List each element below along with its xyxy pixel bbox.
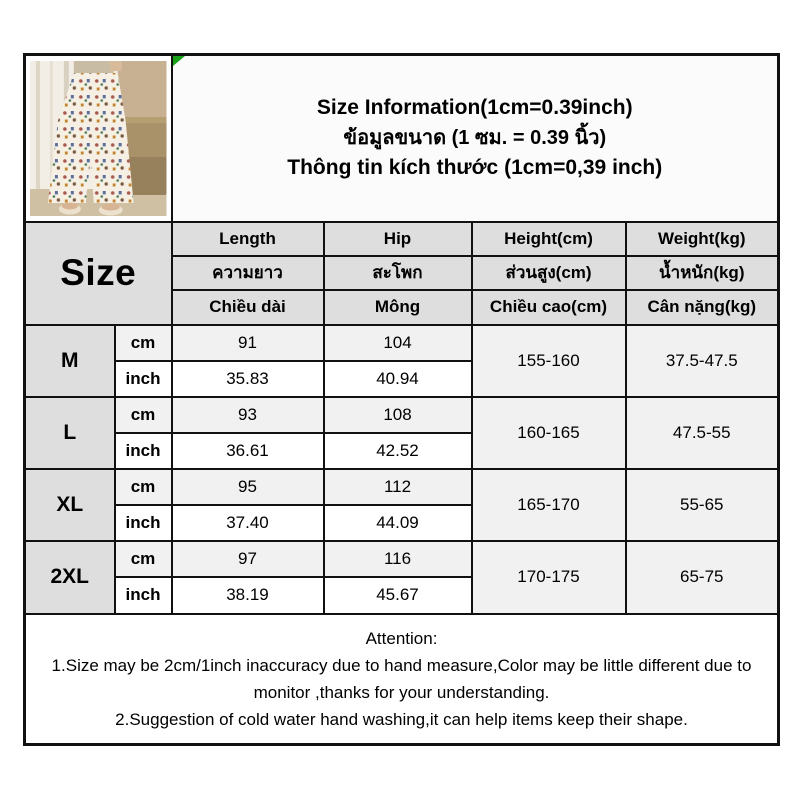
2xl-hip-inch: 45.67 — [324, 577, 472, 614]
col-header-height-th: ส่วนสูง(cm) — [472, 256, 626, 290]
size-chart-table — [23, 53, 780, 746]
unit-inch-label: inch — [115, 577, 172, 614]
m-length-inch: 35.83 — [172, 361, 324, 397]
m-length-cm: 91 — [172, 325, 324, 361]
col-header-length-vi: Chiều dài — [172, 290, 324, 325]
col-header-length-th: ความยาว — [172, 256, 324, 290]
xl-weight-range: 55-65 — [626, 469, 779, 541]
2xl-length-cm: 97 — [172, 541, 324, 577]
attention-note — [25, 614, 779, 745]
size-2xl-label: 2XL — [25, 541, 115, 614]
2xl-height-range: 170-175 — [472, 541, 626, 614]
col-header-height-en: Height(cm) — [472, 222, 626, 256]
product-photo-cell — [25, 55, 172, 222]
col-header-weight-vi: Cân nặng(kg) — [626, 290, 779, 325]
size-xl-label: XL — [25, 469, 115, 541]
col-header-hip-vi: Mông — [324, 290, 472, 325]
xl-length-inch: 37.40 — [172, 505, 324, 541]
unit-inch-label: inch — [115, 433, 172, 469]
l-height-range: 160-165 — [472, 397, 626, 469]
product-photo-illustration — [30, 61, 167, 216]
2xl-length-inch: 38.19 — [172, 577, 324, 614]
l-weight-range: 47.5-55 — [626, 397, 779, 469]
unit-cm-label: cm — [115, 469, 172, 505]
m-hip-cm: 104 — [324, 325, 472, 361]
unit-cm-label: cm — [115, 541, 172, 577]
l-hip-inch: 42.52 — [324, 433, 472, 469]
unit-cm-label: cm — [115, 325, 172, 361]
col-header-hip-th: สะโพก — [324, 256, 472, 290]
table-row — [25, 469, 779, 505]
m-weight-range: 37.5-47.5 — [626, 325, 779, 397]
size-l-label: L — [25, 397, 115, 469]
product-photo — [30, 61, 167, 216]
attention-item-2: 2.Suggestion of cold water hand washing,it can help items keep their shape. — [115, 709, 688, 729]
xl-length-cm: 95 — [172, 469, 324, 505]
size-m-label: M — [25, 325, 115, 397]
cell-corner-flag-icon — [173, 56, 185, 66]
col-header-weight-en: Weight(kg) — [626, 222, 779, 256]
xl-hip-inch: 44.09 — [324, 505, 472, 541]
unit-cm-label: cm — [115, 397, 172, 433]
size-header-cell — [25, 222, 172, 325]
col-header-height-vi: Chiều cao(cm) — [472, 290, 626, 325]
xl-height-range: 165-170 — [472, 469, 626, 541]
table-row — [25, 325, 779, 361]
2xl-weight-range: 65-75 — [626, 541, 779, 614]
title-vietnamese: Thông tin kích thước (1cm=0,39 inch) — [287, 156, 663, 180]
table-row — [25, 397, 779, 433]
col-header-length-en: Length — [172, 222, 324, 256]
title-thai: ข้อมูลขนาด (1 ซม. = 0.39 นิ้ว) — [343, 127, 607, 150]
table-row — [25, 541, 779, 577]
m-height-range: 155-160 — [472, 325, 626, 397]
attention-item-1a: 1.Size may be 2cm/1inch inaccuracy due to hand measure,Color may be little different due to — [51, 655, 752, 675]
col-header-weight-th: น้ำหนัก(kg) — [626, 256, 779, 290]
col-header-hip-en: Hip — [324, 222, 472, 256]
2xl-hip-cm: 116 — [324, 541, 472, 577]
l-length-cm: 93 — [172, 397, 324, 433]
unit-inch-label: inch — [115, 361, 172, 397]
xl-hip-cm: 112 — [324, 469, 472, 505]
attention-heading: Attention: — [365, 628, 438, 648]
m-hip-inch: 40.94 — [324, 361, 472, 397]
attention-item-1b: monitor ,thanks for your understanding. — [253, 682, 550, 702]
title-cell — [172, 55, 779, 222]
size-header-label: Size — [60, 252, 137, 293]
unit-inch-label: inch — [115, 505, 172, 541]
title-english: Size Information(1cm=0.39inch) — [316, 96, 633, 120]
l-length-inch: 36.61 — [172, 433, 324, 469]
l-hip-cm: 108 — [324, 397, 472, 433]
